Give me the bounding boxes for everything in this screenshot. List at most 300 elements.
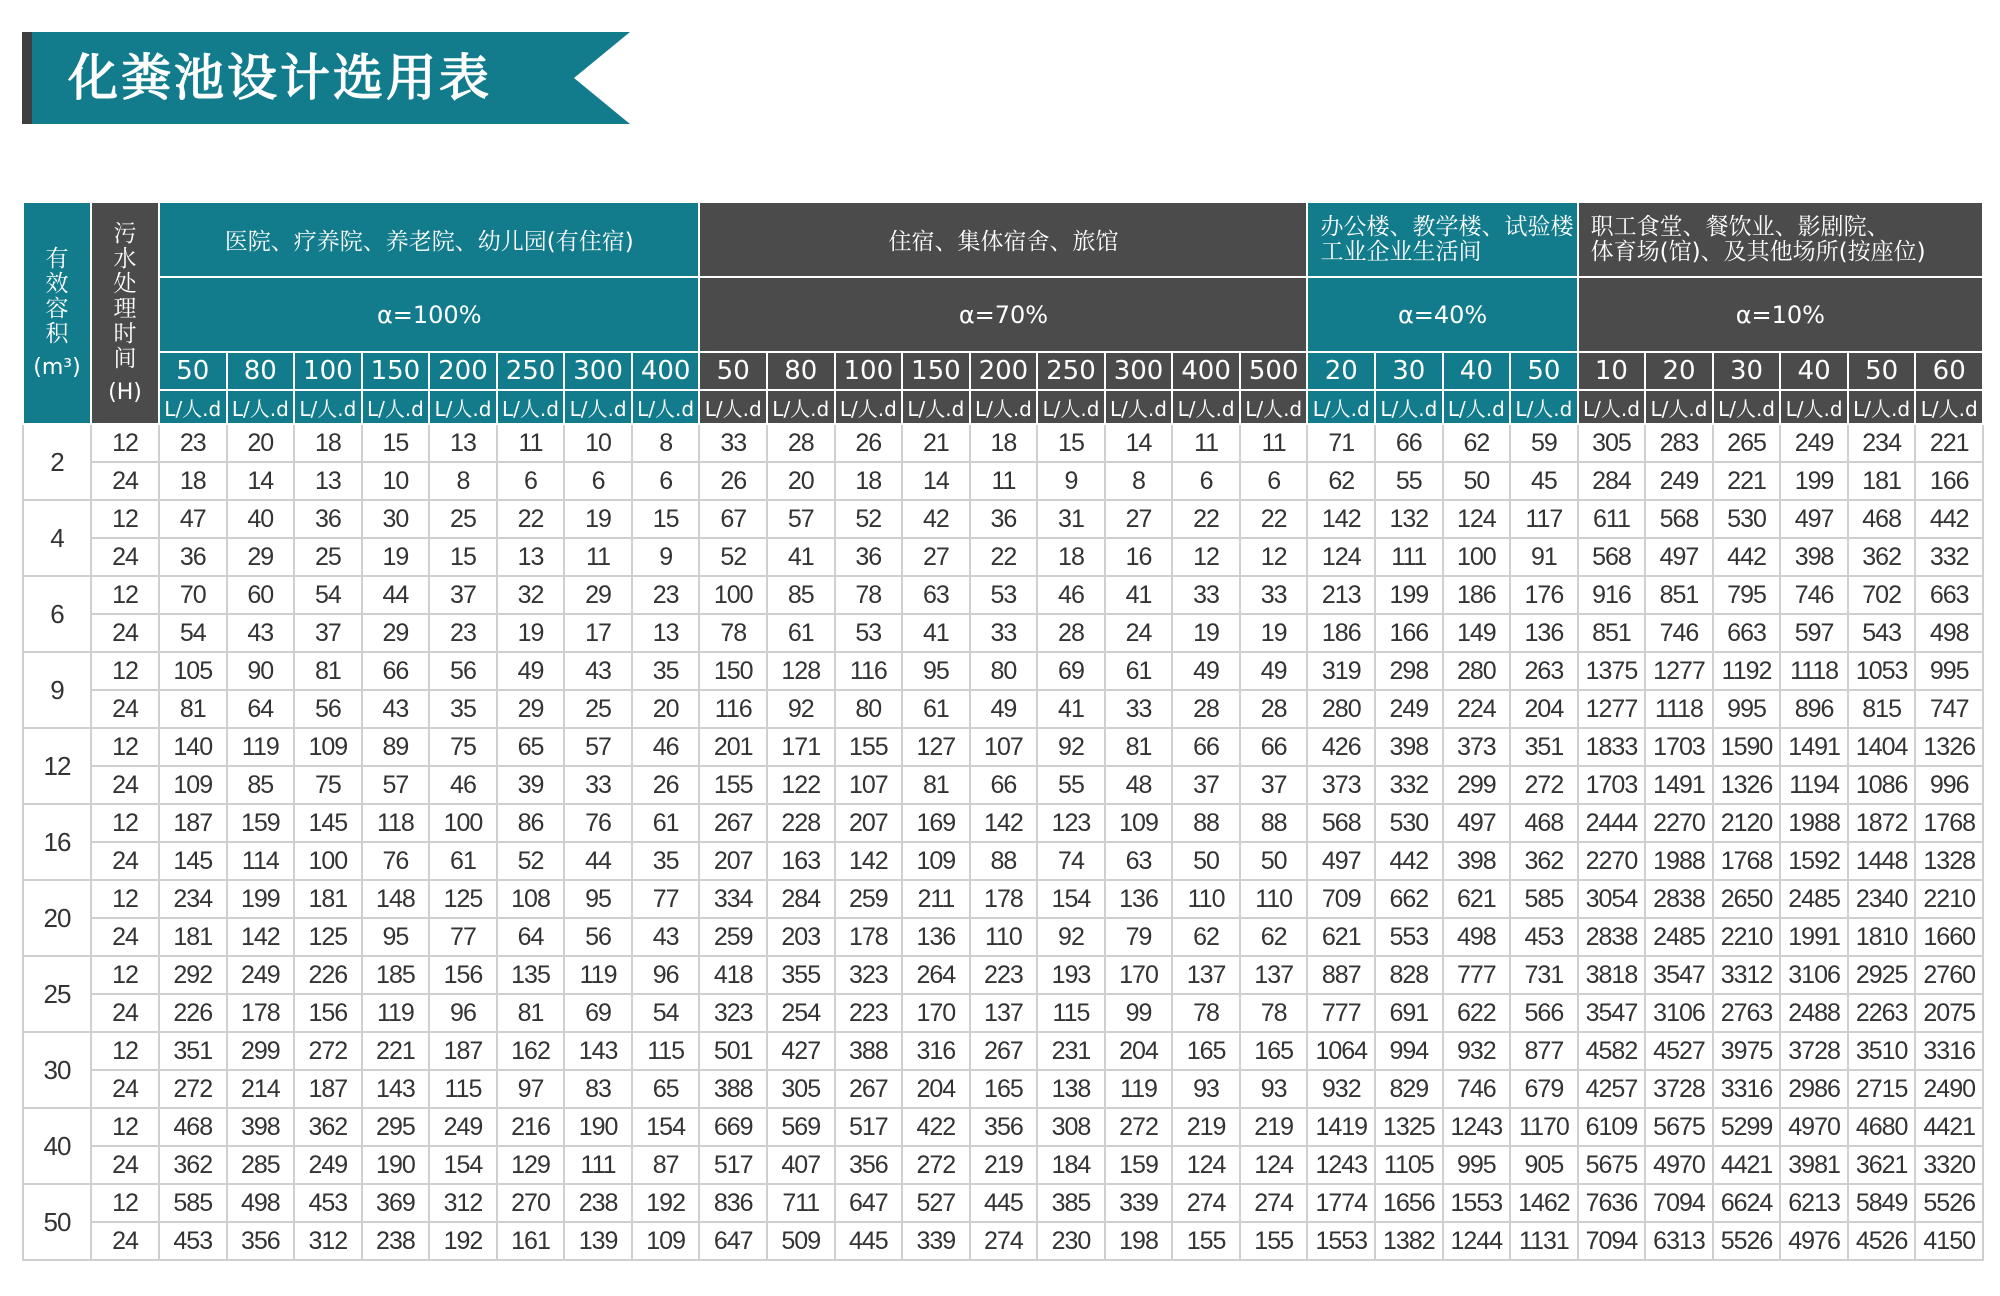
value-cell: 2210 [1915, 880, 1983, 918]
value-cell: 263 [1510, 652, 1578, 690]
value-cell: 777 [1443, 956, 1511, 994]
value-cell: 995 [1443, 1146, 1511, 1184]
value-cell: 18 [970, 424, 1038, 462]
value-cell: 190 [362, 1146, 430, 1184]
value-cell: 46 [1037, 576, 1105, 614]
time-cell: 12 [91, 880, 159, 918]
value-cell: 5675 [1645, 1108, 1713, 1146]
value-cell: 198 [1105, 1222, 1173, 1260]
value-cell: 66 [970, 766, 1038, 804]
value-cell: 81 [159, 690, 227, 728]
value-cell: 111 [564, 1146, 632, 1184]
value-cell: 216 [497, 1108, 565, 1146]
volume-header-label: 有效容积 [45, 245, 69, 347]
volume-cell: 12 [23, 728, 91, 804]
value-cell: 509 [767, 1222, 835, 1260]
value-cell: 497 [1443, 804, 1511, 842]
unit-header: L/人.d [1172, 390, 1240, 424]
value-cell: 50 [1240, 842, 1308, 880]
unit-header: L/人.d [1307, 390, 1375, 424]
value-cell: 272 [159, 1070, 227, 1108]
value-cell: 223 [835, 994, 903, 1032]
value-cell: 57 [564, 728, 632, 766]
value-cell: 19 [564, 500, 632, 538]
value-cell: 2075 [1915, 994, 1983, 1032]
value-cell: 284 [1578, 462, 1646, 500]
value-cell: 62 [1307, 462, 1375, 500]
unit-header: L/人.d [159, 390, 227, 424]
group-header-line: 工业企业生活间 [1320, 238, 1482, 265]
value-cell: 33 [1240, 576, 1308, 614]
value-cell: 110 [970, 918, 1038, 956]
value-cell: 3054 [1578, 880, 1646, 918]
value-cell: 150 [699, 652, 767, 690]
unit-header: L/人.d [835, 390, 903, 424]
value-cell: 669 [699, 1108, 767, 1146]
value-cell: 27 [902, 538, 970, 576]
unit-header: L/人.d [227, 390, 295, 424]
value-cell: 418 [699, 956, 767, 994]
value-cell: 170 [1105, 956, 1173, 994]
value-cell: 41 [902, 614, 970, 652]
value-cell: 70 [159, 576, 227, 614]
value-cell: 1326 [1915, 728, 1983, 766]
value-cell: 43 [632, 918, 700, 956]
value-cell: 1553 [1307, 1222, 1375, 1260]
time-cell: 24 [91, 994, 159, 1032]
value-cell: 6 [1172, 462, 1240, 500]
value-cell: 19 [362, 538, 430, 576]
value-cell: 66 [1240, 728, 1308, 766]
value-cell: 78 [1240, 994, 1308, 1032]
value-cell: 1118 [1780, 652, 1848, 690]
value-cell: 272 [1510, 766, 1578, 804]
value-cell: 6 [632, 462, 700, 500]
value-cell: 142 [970, 804, 1038, 842]
value-cell: 316 [902, 1032, 970, 1070]
value-cell: 10 [362, 462, 430, 500]
value-cell: 107 [835, 766, 903, 804]
volume-cell: 9 [23, 652, 91, 728]
value-cell: 497 [1780, 500, 1848, 538]
value-cell: 142 [835, 842, 903, 880]
value-cell: 6 [497, 462, 565, 500]
value-cell: 2838 [1645, 880, 1713, 918]
value-cell: 249 [429, 1108, 497, 1146]
value-cell: 829 [1375, 1070, 1443, 1108]
value-cell: 1243 [1307, 1146, 1375, 1184]
value-cell: 8 [1105, 462, 1173, 500]
unit-header: L/人.d [1645, 390, 1713, 424]
value-cell: 149 [1443, 614, 1511, 652]
value-cell: 78 [699, 614, 767, 652]
time-header-unit: (H) [108, 379, 142, 405]
value-cell: 35 [632, 652, 700, 690]
value-cell: 1988 [1780, 804, 1848, 842]
value-cell: 29 [564, 576, 632, 614]
value-cell: 1553 [1443, 1184, 1511, 1222]
value-cell: 166 [1375, 614, 1443, 652]
value-cell: 795 [1713, 576, 1781, 614]
value-cell: 2986 [1780, 1070, 1848, 1108]
group-header-line: 体育场(馆)、及其他场所(按座位) [1590, 238, 1926, 265]
table-row [23, 1070, 1983, 1108]
value-cell: 79 [1105, 918, 1173, 956]
value-cell: 18 [1037, 538, 1105, 576]
value-cell: 422 [902, 1108, 970, 1146]
value-cell: 1810 [1848, 918, 1916, 956]
value-cell: 22 [1240, 500, 1308, 538]
value-cell: 265 [1713, 424, 1781, 462]
value-cell: 109 [632, 1222, 700, 1260]
value-cell: 223 [970, 956, 1038, 994]
value-cell: 887 [1307, 956, 1375, 994]
value-cell: 292 [159, 956, 227, 994]
unit-header: L/人.d [767, 390, 835, 424]
value-cell: 32 [497, 576, 565, 614]
standard-header: 10 [1578, 352, 1646, 390]
group-header: 住宿、集体宿舍、旅馆 [699, 202, 1307, 277]
value-cell: 249 [294, 1146, 362, 1184]
value-cell: 662 [1375, 880, 1443, 918]
value-cell: 569 [767, 1108, 835, 1146]
value-cell: 497 [1645, 538, 1713, 576]
value-cell: 136 [1105, 880, 1173, 918]
table-row [23, 1108, 1983, 1146]
unit-header: L/人.d [1037, 390, 1105, 424]
value-cell: 621 [1443, 880, 1511, 918]
value-cell: 2263 [1848, 994, 1916, 1032]
value-cell: 1491 [1780, 728, 1848, 766]
value-cell: 154 [632, 1108, 700, 1146]
time-cell: 12 [91, 424, 159, 462]
header-row [23, 390, 1983, 424]
value-cell: 1768 [1713, 842, 1781, 880]
value-cell: 238 [362, 1222, 430, 1260]
value-cell: 80 [970, 652, 1038, 690]
value-cell: 55 [1037, 766, 1105, 804]
value-cell: 136 [902, 918, 970, 956]
value-cell: 64 [497, 918, 565, 956]
value-cell: 3818 [1578, 956, 1646, 994]
value-cell: 193 [1037, 956, 1105, 994]
value-cell: 81 [294, 652, 362, 690]
value-cell: 2650 [1713, 880, 1781, 918]
value-cell: 154 [429, 1146, 497, 1184]
value-cell: 37 [1172, 766, 1240, 804]
unit-header: L/人.d [429, 390, 497, 424]
value-cell: 107 [970, 728, 1038, 766]
value-cell: 165 [1172, 1032, 1240, 1070]
value-cell: 543 [1848, 614, 1916, 652]
value-cell: 26 [632, 766, 700, 804]
volume-cell: 6 [23, 576, 91, 652]
volume-cell: 25 [23, 956, 91, 1032]
value-cell: 3106 [1780, 956, 1848, 994]
value-cell: 305 [767, 1070, 835, 1108]
value-cell: 1105 [1375, 1146, 1443, 1184]
volume-cell: 2 [23, 424, 91, 500]
value-cell: 56 [564, 918, 632, 956]
table-row [23, 538, 1983, 576]
standard-header: 50 [159, 352, 227, 390]
value-cell: 127 [902, 728, 970, 766]
value-cell: 25 [429, 500, 497, 538]
group-header [1578, 202, 1983, 277]
value-cell: 156 [429, 956, 497, 994]
value-cell: 186 [1307, 614, 1375, 652]
value-cell: 398 [227, 1108, 295, 1146]
value-cell: 994 [1375, 1032, 1443, 1070]
value-cell: 83 [564, 1070, 632, 1108]
value-cell: 259 [699, 918, 767, 956]
value-cell: 53 [970, 576, 1038, 614]
value-cell: 299 [1443, 766, 1511, 804]
value-cell: 115 [632, 1032, 700, 1070]
value-cell: 3621 [1848, 1146, 1916, 1184]
value-cell: 11 [564, 538, 632, 576]
value-cell: 323 [699, 994, 767, 1032]
standard-header: 50 [699, 352, 767, 390]
value-cell: 1703 [1645, 728, 1713, 766]
value-cell: 3975 [1713, 1032, 1781, 1070]
value-cell: 691 [1375, 994, 1443, 1032]
time-cell: 24 [91, 538, 159, 576]
value-cell: 135 [497, 956, 565, 994]
value-cell: 91 [1510, 538, 1578, 576]
value-cell: 622 [1443, 994, 1511, 1032]
value-cell: 50 [1172, 842, 1240, 880]
value-cell: 63 [1105, 842, 1173, 880]
value-cell: 138 [1037, 1070, 1105, 1108]
unit-header: L/人.d [564, 390, 632, 424]
value-cell: 2270 [1578, 842, 1646, 880]
value-cell: 398 [1443, 842, 1511, 880]
value-cell: 3316 [1915, 1032, 1983, 1070]
value-cell: 100 [429, 804, 497, 842]
value-cell: 61 [1105, 652, 1173, 690]
value-cell: 1448 [1848, 842, 1916, 880]
value-cell: 61 [902, 690, 970, 728]
value-cell: 21 [902, 424, 970, 462]
time-cell: 24 [91, 1146, 159, 1184]
value-cell: 81 [1105, 728, 1173, 766]
value-cell: 163 [767, 842, 835, 880]
value-cell: 851 [1578, 614, 1646, 652]
value-cell: 1375 [1578, 652, 1646, 690]
value-cell: 6109 [1578, 1108, 1646, 1146]
value-cell: 125 [294, 918, 362, 956]
group-header-line: 办公楼、教学楼、试验楼 [1320, 213, 1574, 240]
value-cell: 139 [564, 1222, 632, 1260]
value-cell: 11 [497, 424, 565, 462]
value-cell: 46 [632, 728, 700, 766]
volume-cell: 16 [23, 804, 91, 880]
value-cell: 207 [835, 804, 903, 842]
value-cell: 30 [362, 500, 430, 538]
value-cell: 1491 [1645, 766, 1713, 804]
value-cell: 334 [699, 880, 767, 918]
value-cell: 3728 [1645, 1070, 1713, 1108]
value-cell: 57 [767, 500, 835, 538]
value-cell: 9 [632, 538, 700, 576]
value-cell: 201 [699, 728, 767, 766]
value-cell: 1656 [1375, 1184, 1443, 1222]
value-cell: 270 [497, 1184, 565, 1222]
value-cell: 25 [564, 690, 632, 728]
value-cell: 184 [1037, 1146, 1105, 1184]
value-cell: 5849 [1848, 1184, 1916, 1222]
value-cell: 7094 [1645, 1184, 1713, 1222]
value-cell: 143 [362, 1070, 430, 1108]
value-cell: 5675 [1578, 1146, 1646, 1184]
volume-header-unit: (m³) [33, 354, 81, 380]
value-cell: 62 [1443, 424, 1511, 462]
value-cell: 4150 [1915, 1222, 1983, 1260]
value-cell: 426 [1307, 728, 1375, 766]
value-cell: 162 [497, 1032, 565, 1070]
unit-header: L/人.d [1105, 390, 1173, 424]
value-cell: 221 [1915, 424, 1983, 462]
value-cell: 1660 [1915, 918, 1983, 956]
value-cell: 49 [1172, 652, 1240, 690]
value-cell: 267 [699, 804, 767, 842]
value-cell: 647 [835, 1184, 903, 1222]
value-cell: 234 [159, 880, 227, 918]
value-cell: 37 [429, 576, 497, 614]
standard-header: 40 [1780, 352, 1848, 390]
value-cell: 49 [970, 690, 1038, 728]
value-cell: 145 [159, 842, 227, 880]
value-cell: 204 [1105, 1032, 1173, 1070]
value-cell: 29 [362, 614, 430, 652]
value-cell: 1192 [1713, 652, 1781, 690]
value-cell: 119 [362, 994, 430, 1032]
value-cell: 108 [497, 880, 565, 918]
value-cell: 747 [1915, 690, 1983, 728]
value-cell: 56 [429, 652, 497, 690]
value-cell: 89 [362, 728, 430, 766]
value-cell: 254 [767, 994, 835, 1032]
value-cell: 1244 [1443, 1222, 1511, 1260]
table-body [23, 424, 1983, 1260]
value-cell: 18 [835, 462, 903, 500]
table-row [23, 728, 1983, 766]
value-cell: 3320 [1915, 1146, 1983, 1184]
value-cell: 1326 [1713, 766, 1781, 804]
value-cell: 192 [429, 1222, 497, 1260]
value-cell: 264 [902, 956, 970, 994]
value-cell: 339 [1105, 1184, 1173, 1222]
value-cell: 553 [1375, 918, 1443, 956]
time-cell: 24 [91, 1222, 159, 1260]
value-cell: 13 [632, 614, 700, 652]
value-cell: 33 [1172, 576, 1240, 614]
value-cell: 351 [1510, 728, 1578, 766]
value-cell: 597 [1780, 614, 1848, 652]
unit-header: L/人.d [294, 390, 362, 424]
group-header: 医院、疗养院、养老院、幼儿园(有住宿) [159, 202, 699, 277]
value-cell: 155 [1240, 1222, 1308, 1260]
value-cell: 143 [564, 1032, 632, 1070]
value-cell: 3728 [1780, 1032, 1848, 1070]
value-cell: 2490 [1915, 1070, 1983, 1108]
value-cell: 37 [294, 614, 362, 652]
value-cell: 6313 [1645, 1222, 1713, 1260]
value-cell: 5526 [1915, 1184, 1983, 1222]
table-row [23, 652, 1983, 690]
value-cell: 1277 [1645, 652, 1713, 690]
value-cell: 20 [767, 462, 835, 500]
value-cell: 92 [1037, 918, 1105, 956]
value-cell: 731 [1510, 956, 1578, 994]
standard-header: 250 [1037, 352, 1105, 390]
value-cell: 285 [227, 1146, 295, 1184]
value-cell: 530 [1713, 500, 1781, 538]
standard-header: 100 [294, 352, 362, 390]
value-cell: 4976 [1780, 1222, 1848, 1260]
value-cell: 3547 [1645, 956, 1713, 994]
value-cell: 1462 [1510, 1184, 1578, 1222]
value-cell: 828 [1375, 956, 1443, 994]
value-cell: 1419 [1307, 1108, 1375, 1146]
value-cell: 3981 [1780, 1146, 1848, 1184]
value-cell: 398 [1780, 538, 1848, 576]
value-cell: 228 [767, 804, 835, 842]
value-cell: 118 [362, 804, 430, 842]
value-cell: 2270 [1645, 804, 1713, 842]
unit-header: L/人.d [1780, 390, 1848, 424]
value-cell: 97 [497, 1070, 565, 1108]
value-cell: 185 [362, 956, 430, 994]
value-cell: 815 [1848, 690, 1916, 728]
value-cell: 187 [429, 1032, 497, 1070]
value-cell: 6 [1240, 462, 1308, 500]
value-cell: 52 [835, 500, 903, 538]
value-cell: 995 [1915, 652, 1983, 690]
value-cell: 42 [902, 500, 970, 538]
unit-header: L/人.d [1375, 390, 1443, 424]
value-cell: 568 [1307, 804, 1375, 842]
value-cell: 4257 [1578, 1070, 1646, 1108]
volume-cell: 20 [23, 880, 91, 956]
value-cell: 137 [1240, 956, 1308, 994]
value-cell: 219 [970, 1146, 1038, 1184]
table-row [23, 576, 1983, 614]
value-cell: 199 [227, 880, 295, 918]
value-cell: 54 [632, 994, 700, 1032]
value-cell: 110 [1240, 880, 1308, 918]
value-cell: 12 [1172, 538, 1240, 576]
value-cell: 181 [294, 880, 362, 918]
value-cell: 35 [429, 690, 497, 728]
value-cell: 26 [835, 424, 903, 462]
value-cell: 74 [1037, 842, 1105, 880]
value-cell: 178 [970, 880, 1038, 918]
volume-header [23, 202, 91, 424]
value-cell: 896 [1780, 690, 1848, 728]
value-cell: 1118 [1645, 690, 1713, 728]
value-cell: 2485 [1645, 918, 1713, 956]
value-cell: 15 [429, 538, 497, 576]
value-cell: 9 [1037, 462, 1105, 500]
time-cell: 12 [91, 1184, 159, 1222]
table-row [23, 500, 1983, 538]
value-cell: 15 [632, 500, 700, 538]
value-cell: 140 [159, 728, 227, 766]
value-cell: 28 [767, 424, 835, 462]
value-cell: 100 [1443, 538, 1511, 576]
